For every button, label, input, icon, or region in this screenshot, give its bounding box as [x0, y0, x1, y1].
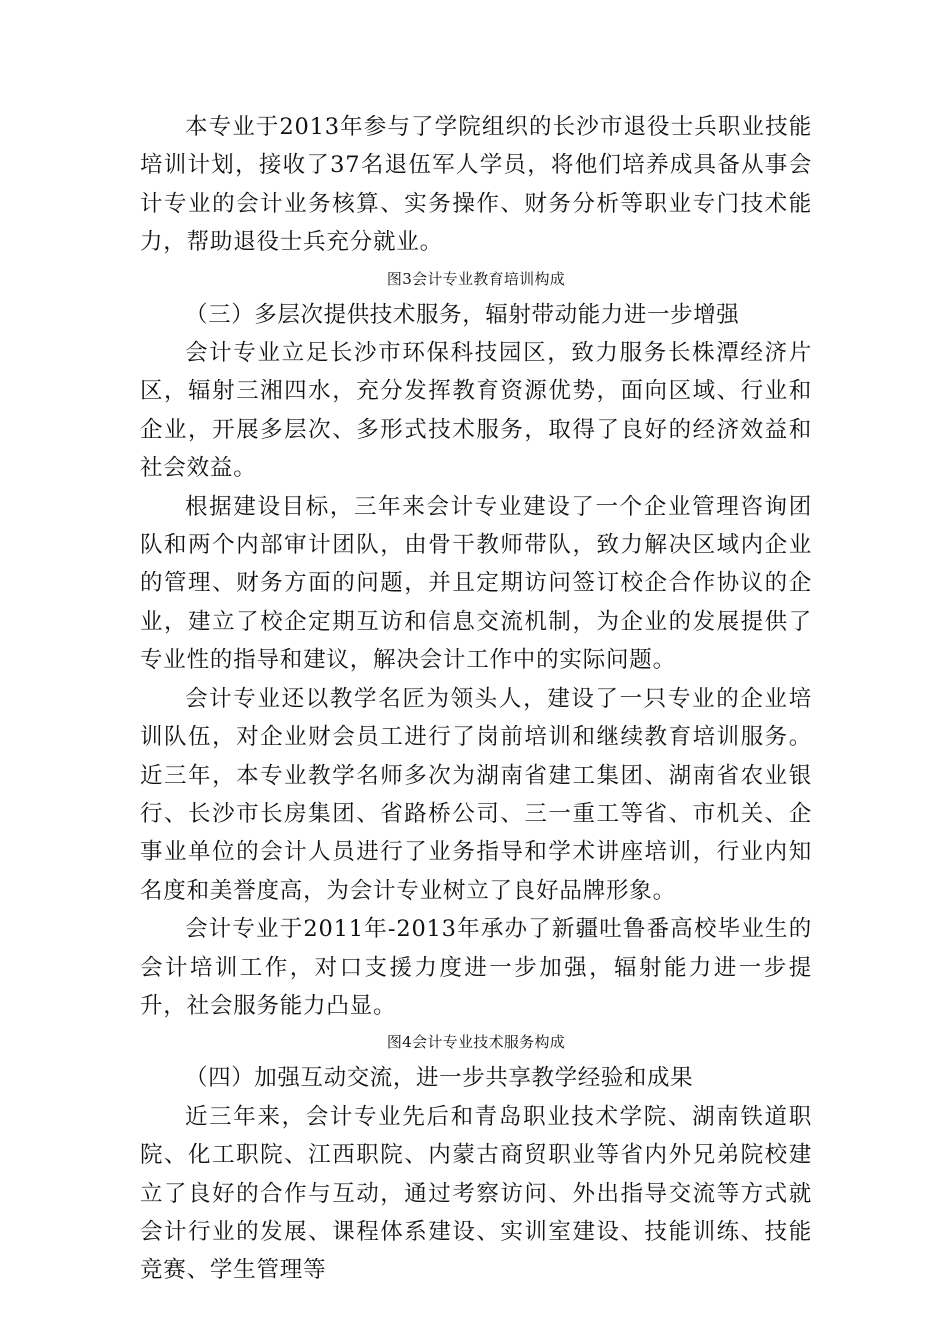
- paragraph-veteran-training: 本专业于2013年参与了学院组织的长沙市退役士兵职业技能培训计划，接收了37名退伍军人学员，将他们培养成具备从事会计专业的会计业务核算、实务操作、财务分析等职业专门技术能力，帮助退役士兵充分就业。: [140, 114, 812, 256]
- figure-3-caption: 图3会计专业教育培训构成: [386, 269, 566, 288]
- paragraph-consulting-teams: 根据建设目标，三年来会计专业建设了一个企业管理咨询团队和两个内部审计团队，由骨干教师带队，致力解决区域内企业的管理、财务方面的问题，并且定期访问签订校企合作协议的企业，建立了校企定期互访和信息交流机制，为企业的发展提供了专业性的指导和建议，解决会计工作中的实际问题。: [140, 493, 812, 674]
- section-3-heading: （三）多层次提供技术服务，辐射带动能力进一步增强: [185, 301, 740, 328]
- figure-4-caption: 图4会计专业技术服务构成: [386, 1033, 566, 1052]
- paragraph-training-team: 会计专业还以教学名匠为领头人，建设了一只专业的企业培训队伍，对企业财会员工进行了岗前培训和继续教育培训服务。近三年，本专业教学名师多次为湖南省建工集团、湖南省农业银行、长沙市长房集团、省路桥公司、三一重工等省、市机关、企事业单位的会计人员进行了业务指导和学术讲座培训，行业内知名度和美誉度高，为会计专业树立了良好品牌形象。: [140, 685, 812, 904]
- document-page: [140, 108, 812, 1290]
- paragraph-exchange: 近三年来，会计专业先后和青岛职业技术学院、湖南铁道职院、化工职院、江西职院、内蒙古商贸职业等省内外兄弟院校建立了良好的合作与互动，通过考察访问、外出指导交流等方式就会计行业的发展、课程体系建设、实训室建设、技能训练、技能竞赛、学生管理等: [140, 1103, 812, 1284]
- section-4-heading: （四）加强互动交流，进一步共享教学经验和成果: [185, 1065, 694, 1092]
- paragraph-service-region: 会计专业立足长沙市环保科技园区，致力服务长株潭经济片区，辐射三湘四水，充分发挥教育资源优势，面向区域、行业和企业，开展多层次、多形式技术服务，取得了良好的经济效益和社会效益。: [140, 340, 812, 482]
- paragraph-xinjiang-support: 会计专业于2011年-2013年承办了新疆吐鲁番高校毕业生的会计培训工作，对口支援力度进一步加强，辐射能力进一步提升，社会服务能力凸显。: [140, 916, 812, 1019]
